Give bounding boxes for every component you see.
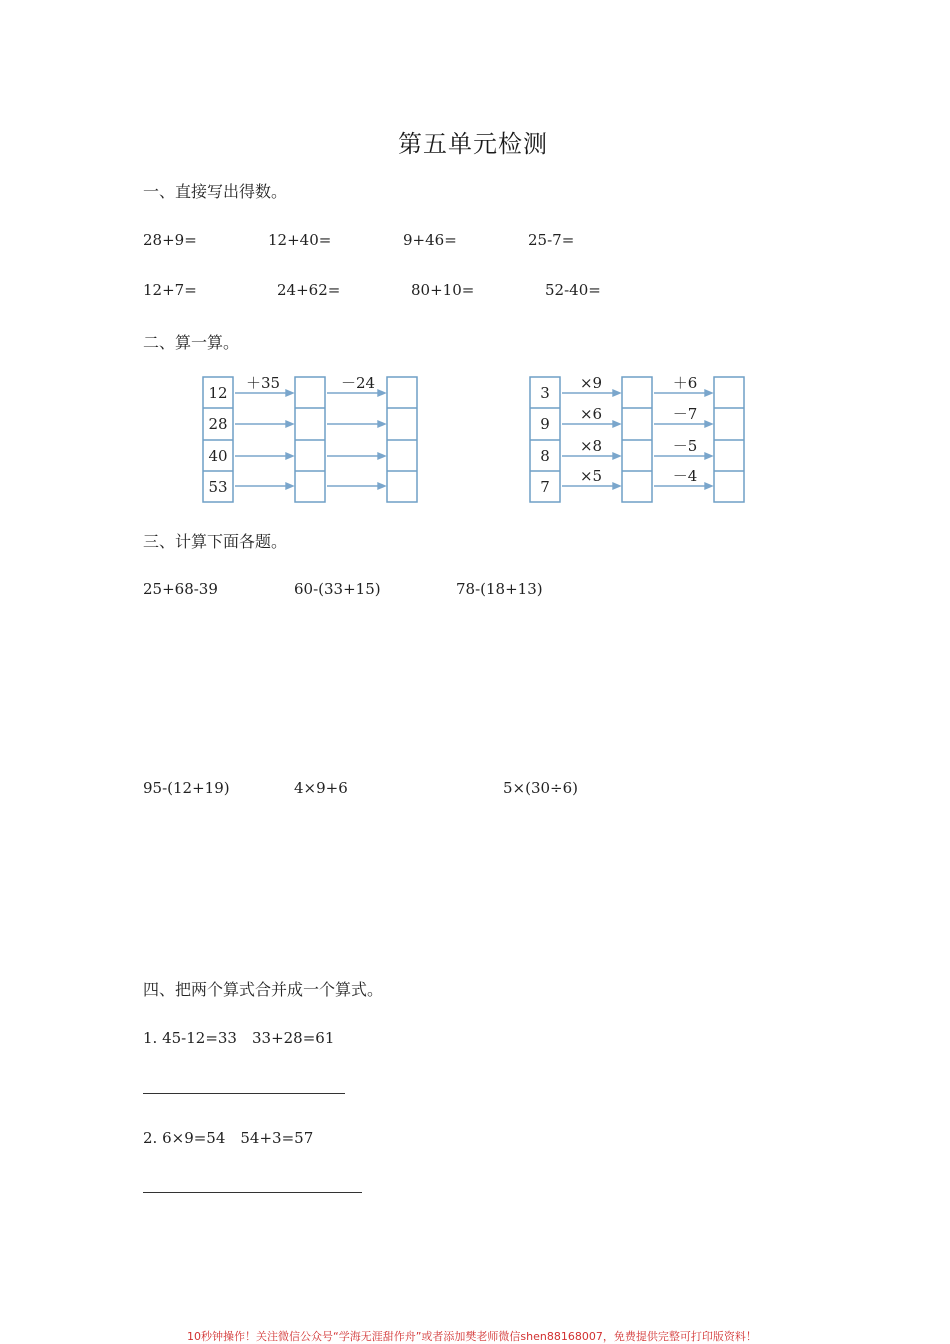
flow-operator: －4 xyxy=(672,467,698,485)
answer-line-2 xyxy=(143,1192,362,1193)
answer-line-1 xyxy=(143,1093,345,1094)
flow-operator: ＋35 xyxy=(245,374,281,392)
oral-expr: 80+10= xyxy=(411,281,475,299)
oral-expr: 52-40= xyxy=(545,281,601,299)
flow-input: 7 xyxy=(540,478,550,496)
calc-expr: 25+68-39 xyxy=(143,580,218,598)
flow-input: 3 xyxy=(540,384,550,402)
merge-question-1: 1. 45-12=33 33+28=61 xyxy=(143,1029,335,1047)
oral-expr: 12+7= xyxy=(143,281,197,299)
calc-expr: 95-(12+19) xyxy=(143,779,230,797)
section3-heading: 三、计算下面各题。 xyxy=(143,532,288,551)
calc-expr: 4×9+6 xyxy=(294,779,348,797)
flow-input: 28 xyxy=(208,415,228,433)
flow-diagram-left xyxy=(200,370,422,505)
oral-expr: 12+40= xyxy=(268,231,332,249)
flow-operator: －5 xyxy=(672,437,698,455)
section4-heading: 四、把两个算式合并成一个算式。 xyxy=(143,980,384,999)
flow-input: 40 xyxy=(208,447,228,465)
oral-expr: 9+46= xyxy=(403,231,457,249)
oral-expr: 25-7= xyxy=(528,231,575,249)
section1-heading: 一、直接写出得数。 xyxy=(143,182,288,201)
flow-input: 53 xyxy=(208,478,228,496)
flow-input: 12 xyxy=(208,384,228,402)
calc-expr: 60-(33+15) xyxy=(294,580,381,598)
calc-expr: 5×(30÷6) xyxy=(503,779,579,797)
flow-operator: ×5 xyxy=(579,467,603,485)
calc-expr: 78-(18+13) xyxy=(456,580,543,598)
flow-operator: ×8 xyxy=(579,437,603,455)
flow-operator: ＋6 xyxy=(672,374,698,392)
footer-notice: 10秒钟操作！关注微信公众号“学海无涯甜作舟”或者添加樊老师微信shen88168007，免费提供完整可打印版资料！ xyxy=(187,1330,757,1343)
merge-question-2: 2. 6×9=54 54+3=57 xyxy=(143,1129,314,1147)
section2-heading: 二、算一算。 xyxy=(143,333,240,352)
oral-expr: 24+62= xyxy=(277,281,341,299)
flow-input: 9 xyxy=(540,415,550,433)
flow-operator: ×9 xyxy=(579,374,603,392)
flow-diagram-right xyxy=(527,370,749,505)
flow-operator: －24 xyxy=(340,374,376,392)
oral-expr: 28+9= xyxy=(143,231,197,249)
flow-input: 8 xyxy=(540,447,550,465)
page-title: 第五单元检测 xyxy=(398,130,548,158)
flow-operator: ×6 xyxy=(579,405,603,423)
flow-operator: －7 xyxy=(672,405,698,423)
